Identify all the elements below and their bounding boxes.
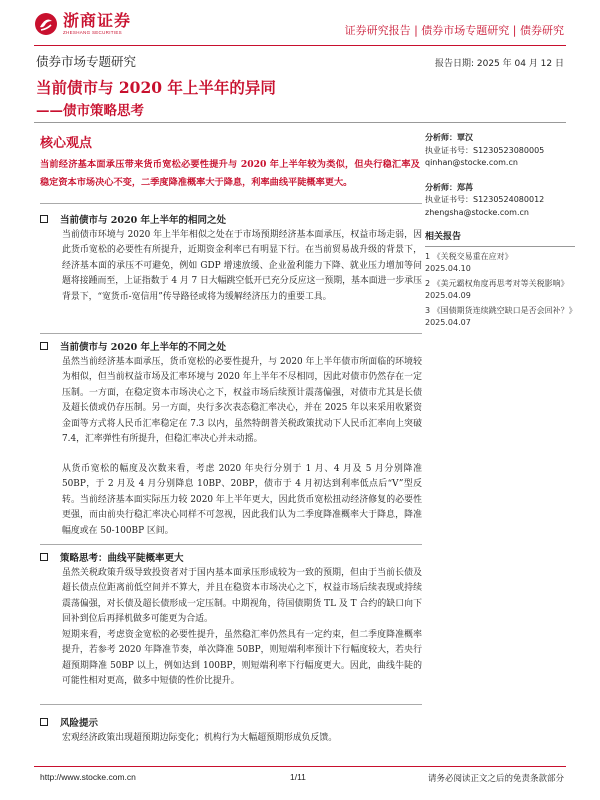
report-title: 当前债市与 2020 年上半年的异同 xyxy=(36,78,276,97)
related-report-title[interactable]: 1 《关税交易重在应对》 xyxy=(425,251,513,261)
sidebar xyxy=(425,132,575,332)
related-report-date: 2025.04.10 xyxy=(425,264,471,273)
analyst-email[interactable]: zhengsha@stocke.com.cn xyxy=(425,207,529,217)
logo-name-cn: 浙商证券 xyxy=(63,10,132,30)
checkbox-bullet-icon xyxy=(40,342,48,350)
related-report-title[interactable]: 2 《美元霸权角度再思考对等关税影响》 xyxy=(425,278,569,288)
core-view-text: 当前经济基本面承压带来货币宽松必要性提升与 2020 年上半年较为类似，但央行稳汇率及稳定资本市场决心不变，二季度降准概率大于降息，利率曲线平陡概率更大。 xyxy=(40,159,420,188)
related-report-date: 2025.04.07 xyxy=(425,318,471,327)
checkbox-bullet-icon xyxy=(40,215,48,223)
section-heading-text: 风险提示 xyxy=(60,718,99,729)
section-heading-risk xyxy=(40,715,98,729)
section-heading-similarities xyxy=(40,212,226,226)
core-view-heading: 核心观点 xyxy=(40,136,93,151)
related-report-item[interactable] xyxy=(425,278,575,303)
analyst-name: 分析师：郑苒 xyxy=(425,182,473,192)
section-paragraph: 宏观经济政策出现超预期边际变化；机构行为大幅超预期形成负反馈。 xyxy=(62,733,338,743)
section-divider xyxy=(40,333,422,334)
logo-name-en: ZHESHANG SECURITIES xyxy=(63,29,122,35)
analyst-email[interactable]: qinhan@stocke.com.cn xyxy=(425,158,518,167)
section-heading-text: 当前债市与 2020 年上半年的相同之处 xyxy=(60,215,227,226)
section-paragraph: 虽然当前经济基本面承压，货币宽松的必要性提升，与 2020 年上半年债市所面临的环境较为相似，但当前权益市场及汇率环境与 2020 年上半年不尽相同，因此对债市仍然存在一定压制。一方面，在稳定资本市场决心之下，权益市场后续预计震荡偏强，对债市尤其是长债及超长债或仍存压制。另一方面，央行多次表态稳汇率决心，并在 2025 年以来采用收紧资金面等方式将人民币汇率稳定在 7.3 以内，虽然特朗普关税政策扰动下人民币汇率向上突破 7.4，汇率弹性有所提升，但稳汇率决心并未动摇。 xyxy=(62,357,422,445)
analyst-card xyxy=(425,182,575,220)
section-paragraph: 从货币宽松的幅度及次数来看，考虑 2020 年央行分别于 1 月、4 月及 5 月分别降准 50BP，于 2 月及 4 月分别降息 10BP、20BP，债市于 4 月初达到利率低点后“V”型反转。当前经济基本面实际压力较 2020 年上半年更大，因此货币宽松扭动经济修复的必要性更强，而由前央行稳汇率决心同样不可忽视，因此我们认为二季度降准概率大于降息，降准幅度或在 50-100BP 区间。 xyxy=(62,464,422,536)
page-number: 1/11 xyxy=(290,772,306,782)
company-logo xyxy=(34,12,131,36)
analyst-card xyxy=(425,132,575,170)
related-reports-heading: 相关报告 xyxy=(425,231,575,247)
analyst-cert: 执业证书号：S1230524080012 xyxy=(425,195,545,204)
section-paragraph: 虽然关税政策升级导致投资者对于国内基本面承压形成较为一致的预期，但由于当前长债及超长债点位距离前低空间并不算大，并且在稳资本市场决心之下，权益市场后续表现或持续震荡偏强，对长债及超长债形成一定压制。中期视角，待国债期货 TL 及 T 合约的缺口向下回补到位后再择机做多可能更为合适。 xyxy=(62,568,422,625)
section-paragraph: 当前债市环境与 2020 年上半年相似之处在于市场预期经济基本面承压，权益市场走弱，因此货币宽松的必要性有所提升，近期资金利率已有明显下行。在当前贸易战升级的背景下，经济基本面的承压不可避免，例如 GDP 增速放缓、企业盈利能力下降、就业压力增加等问题将接踵而至，上证指数于 4 月 7 日大幅跳空低开已充分反应这一预期，基本面进一步承压背景下，“宽货币-宽信用”传导路径或将为缓解经济压力的重要工具。 xyxy=(62,230,422,302)
report-date: 报告日期: 2025 年 04 月 12 日 xyxy=(434,59,564,69)
related-report-item[interactable] xyxy=(425,305,575,330)
analyst-name: 分析师：覃汉 xyxy=(425,133,473,142)
related-report-title[interactable]: 3 《国债期货连续跳空缺口是否会回补？》 xyxy=(425,305,577,315)
related-report-date: 2025.04.09 xyxy=(425,291,471,300)
section-paragraph: 短期来看，考虑资金宽松的必要性提升，虽然稳汇率仍然具有一定约束，但二季度降准概率提升，若参考 2020 年降准节奏，单次降准 50BP，则短端利率预计下行幅度较大，若央行超预期降准 50BP 以上，例如达到 100BP，则短端利率下行幅度更大。因此，曲线牛陡的可能性相对更高，做多中短债的性价比提升。 xyxy=(62,630,422,687)
related-report-item[interactable] xyxy=(425,251,575,276)
report-subtitle: ——债市策略思考 xyxy=(36,103,144,119)
header-report-type: 证券研究报告 | 债券市场专题研究 | 债券研究 xyxy=(344,24,564,37)
section-divider xyxy=(40,704,422,705)
checkbox-bullet-icon xyxy=(40,718,48,726)
footer-disclaimer: 请务必阅读正文之后的免责条款部分 xyxy=(427,774,564,784)
checkbox-bullet-icon xyxy=(40,553,48,561)
section-heading-text: 策略思考：曲线平陡概率更大 xyxy=(60,553,184,564)
section-heading-text: 当前债市与 2020 年上半年的不同之处 xyxy=(60,342,227,353)
section-heading-differences xyxy=(40,339,226,353)
footer-divider xyxy=(34,766,566,767)
analyst-cert: 执业证书号：S1230523080005 xyxy=(425,145,545,155)
section-label: 债券市场专题研究 xyxy=(36,54,137,69)
logo-emblem-icon xyxy=(34,12,58,36)
title-divider xyxy=(34,122,566,123)
footer-url-link[interactable]: http://www.stocke.com.cn xyxy=(40,772,136,782)
header-divider xyxy=(34,45,566,46)
section-heading-strategy xyxy=(40,550,184,564)
section-divider xyxy=(40,203,422,204)
section-divider xyxy=(40,544,422,545)
